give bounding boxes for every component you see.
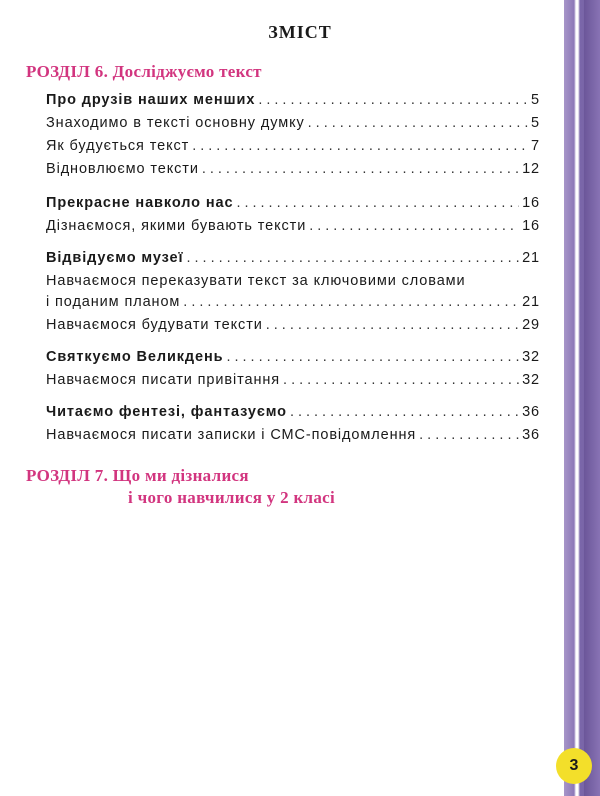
leader-dots [258, 92, 528, 108]
toc-entry-page: 29 [522, 317, 540, 333]
toc-entry-title: Як будується текст [46, 138, 190, 154]
toc-entry-title: Навчаємося будувати тексти [46, 317, 263, 333]
toc-entry[interactable] [46, 161, 540, 177]
leader-dots [187, 250, 520, 266]
toc-entry[interactable] [46, 317, 540, 333]
toc-entry-page: 32 [522, 349, 540, 365]
section-7-heading-line1: РОЗДІЛ 7. Що ми дізналися [26, 466, 249, 485]
toc-entry[interactable] [46, 427, 540, 443]
leader-dots [192, 138, 528, 154]
leader-dots [309, 218, 519, 234]
leader-dots [283, 372, 519, 388]
page-number-badge: 3 [556, 748, 592, 784]
toc-entry-page: 7 [531, 138, 540, 154]
toc-entry-title: Відновлюємо тексти [46, 161, 199, 177]
leader-dots [202, 161, 519, 177]
toc-entry[interactable] [46, 195, 540, 211]
toc-entry-page: 21 [522, 294, 540, 310]
toc-entry-page: 32 [522, 372, 540, 388]
section-6-heading: РОЗДІЛ 6. Досліджуємо текст [26, 62, 262, 81]
toc-entry-page: 5 [531, 115, 540, 131]
toc-entry-title: Про друзів наших менших [46, 92, 256, 108]
page-title: ЗМІСТ [268, 22, 332, 42]
toc-entry-title: Святкуємо Великдень [46, 349, 224, 365]
toc-entry[interactable] [46, 92, 540, 108]
leader-dots [266, 317, 519, 333]
toc-entry-title: Навчаємося писати привітання [46, 372, 281, 388]
toc-entry[interactable] [46, 349, 540, 365]
leader-dots [290, 404, 519, 420]
toc-entry-page: 36 [522, 404, 540, 420]
toc-entry[interactable] [46, 218, 540, 234]
toc-entry-title: Відвідуємо музеї [46, 250, 184, 266]
toc-entry-page: 5 [531, 92, 540, 108]
toc-entry[interactable] [46, 115, 540, 131]
toc-entry[interactable] [46, 372, 540, 388]
toc-entry-page: 12 [522, 161, 540, 177]
leader-dots [236, 195, 519, 211]
toc-entry-title: Знаходимо в тексті основну думку [46, 115, 305, 131]
toc-entry-title-line1: Навчаємося переказувати текст за ключовими словами [46, 273, 466, 289]
toc-entry[interactable] [46, 250, 540, 266]
toc-entry-page: 36 [522, 427, 540, 443]
toc-entry-page: 21 [522, 250, 540, 266]
toc-entry[interactable] [46, 294, 540, 310]
leader-dots [308, 115, 528, 131]
section-7-heading [26, 466, 335, 508]
leader-dots [226, 349, 519, 365]
toc-entry-title-line2: і поданим планом [46, 294, 181, 310]
toc-entry-title: Прекрасне навколо нас [46, 195, 234, 211]
toc-entry-title: Читаємо фентезі, фантазуємо [46, 404, 287, 420]
toc-entry[interactable] [46, 404, 540, 420]
toc-entry[interactable] [46, 138, 540, 154]
leader-dots [183, 294, 519, 310]
toc-entry-page: 16 [522, 195, 540, 211]
toc-entry-title: Навчаємося писати записки і СМС-повідомлення [46, 427, 417, 443]
section-7-heading-line2: і чого навчилися у 2 класі [128, 488, 336, 507]
toc-entry-page: 16 [522, 218, 540, 234]
toc-entry-title: Дізнаємося, якими бувають тексти [46, 218, 307, 234]
decorative-side-band [564, 0, 600, 796]
leader-dots [419, 427, 519, 443]
